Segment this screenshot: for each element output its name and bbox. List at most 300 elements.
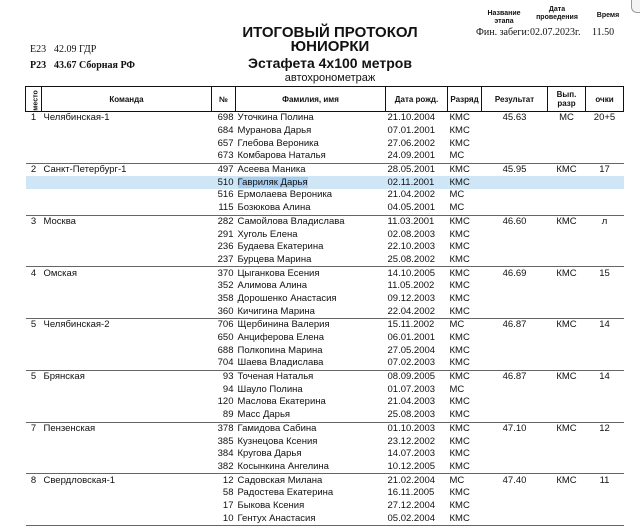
athlete-name: Масс Дарья bbox=[237, 409, 291, 421]
points-cell bbox=[586, 409, 624, 422]
achieved-rank-cell bbox=[548, 448, 586, 461]
points-cell bbox=[586, 202, 624, 215]
team-cell bbox=[42, 461, 212, 474]
place-cell: 2 bbox=[30, 164, 37, 176]
place-cell: 4 bbox=[30, 267, 37, 279]
table-row bbox=[26, 189, 624, 202]
birthdate-cell: 11.03.2001 bbox=[387, 215, 435, 227]
result-cell bbox=[482, 254, 548, 267]
result-cell bbox=[482, 435, 548, 448]
achieved-rank-cell bbox=[548, 487, 586, 500]
team-cell bbox=[42, 293, 212, 306]
team-cell bbox=[42, 280, 212, 293]
birthdate-cell: 02.11.2001 bbox=[386, 176, 448, 189]
table-row bbox=[26, 125, 624, 138]
result-cell: 46.60 bbox=[502, 215, 527, 227]
points-cell: 12 bbox=[599, 422, 610, 434]
athlete-name: Будаева Екатерина bbox=[237, 241, 324, 253]
points-cell: л bbox=[601, 215, 608, 227]
athlete-name-cell bbox=[236, 176, 386, 189]
athlete-name: Ермолаева Вероника bbox=[237, 189, 333, 201]
athlete-name-cell bbox=[236, 370, 386, 383]
rank-cell: МС bbox=[449, 319, 465, 331]
result-cell bbox=[482, 383, 548, 396]
bib-cell: 291 bbox=[217, 228, 234, 240]
birthdate-cell: 23.12.2002 bbox=[387, 435, 436, 447]
athlete-name: Алимова Алина bbox=[237, 280, 308, 292]
place-cell bbox=[26, 241, 42, 254]
table-row bbox=[26, 202, 624, 215]
team-cell bbox=[42, 448, 212, 461]
birthdate-cell: 25.08.2002 bbox=[386, 254, 448, 267]
place-cell: 3 bbox=[30, 215, 37, 227]
team-cell bbox=[42, 137, 212, 150]
athlete-name: Быкова Ксения bbox=[237, 499, 305, 511]
athlete-name: Бозюкова Алина bbox=[237, 202, 311, 214]
athlete-name: Дорошенко Анастасия bbox=[237, 292, 337, 304]
rank-cell: КМС bbox=[449, 112, 470, 124]
bib-cell: 282 bbox=[217, 215, 234, 227]
place-cell bbox=[26, 344, 42, 357]
bib-cell: 704 bbox=[212, 357, 236, 370]
team-cell bbox=[42, 202, 212, 215]
time-label: Время bbox=[596, 12, 620, 19]
athlete-name: Муранова Дарья bbox=[237, 125, 312, 137]
place-cell bbox=[26, 228, 42, 241]
rank-cell: КМС bbox=[449, 164, 470, 176]
birthdate-cell: 21.02.2004 bbox=[387, 474, 436, 486]
result-cell: 46.87 bbox=[502, 319, 527, 331]
athlete-name-cell bbox=[236, 150, 386, 163]
points-cell bbox=[586, 512, 624, 525]
birthdate-cell: 21.04.2003 bbox=[387, 396, 436, 408]
rank-cell: МС bbox=[449, 474, 465, 486]
place-cell bbox=[26, 357, 42, 370]
points-cell: 17 bbox=[599, 164, 610, 176]
window-edge-tab bbox=[631, 0, 640, 13]
birthdate-cell: 21.10.2004 bbox=[387, 112, 436, 124]
bib-cell: 58 bbox=[222, 487, 234, 499]
place-cell bbox=[26, 150, 42, 163]
birthdate-cell: 01.10.2003 bbox=[387, 422, 436, 434]
bib-cell: 698 bbox=[217, 112, 234, 124]
athlete-name: Маслова Екатерина bbox=[237, 396, 326, 408]
result-cell bbox=[482, 176, 548, 189]
result-cell bbox=[482, 125, 548, 138]
team-cell bbox=[42, 241, 212, 254]
table-row bbox=[26, 267, 624, 280]
result-cell bbox=[482, 409, 548, 422]
result-cell bbox=[482, 305, 548, 318]
place-cell bbox=[26, 254, 42, 267]
athlete-name: Гамидова Сабина bbox=[237, 422, 317, 434]
rank-cell: КМС bbox=[449, 267, 470, 279]
team-cell bbox=[42, 435, 212, 448]
points-cell bbox=[586, 293, 624, 306]
achieved-rank-cell bbox=[548, 305, 586, 318]
athlete-name: Бурцева Марина bbox=[237, 253, 312, 265]
points-cell bbox=[586, 383, 624, 396]
result-cell bbox=[482, 202, 548, 215]
points-cell bbox=[586, 357, 624, 370]
team-cell bbox=[42, 344, 212, 357]
achieved-rank-cell bbox=[548, 228, 586, 241]
team-cell bbox=[42, 357, 212, 370]
birthdate-cell: 14.10.2005 bbox=[387, 267, 436, 279]
athlete-name-cell bbox=[236, 383, 386, 396]
place-cell: 8 bbox=[30, 474, 37, 486]
rank-cell: КМС bbox=[449, 344, 470, 356]
protocol-title: ИТОГОВЫЙ ПРОТОКОЛ bbox=[242, 24, 418, 41]
athlete-name-cell bbox=[236, 319, 386, 332]
rank-cell: КМС bbox=[449, 448, 470, 460]
result-cell bbox=[482, 461, 548, 474]
birthdate-cell: 22.04.2002 bbox=[386, 305, 448, 318]
bib-cell: 237 bbox=[212, 254, 236, 267]
team-cell bbox=[42, 383, 212, 396]
place-cell bbox=[26, 383, 42, 396]
athlete-name: Шаулo Полина bbox=[237, 383, 303, 395]
team-cell bbox=[42, 487, 212, 500]
points-cell bbox=[586, 228, 624, 241]
place-cell bbox=[26, 461, 42, 474]
rank-cell: КМС bbox=[448, 254, 482, 267]
place-cell: 5 bbox=[30, 319, 37, 331]
table-row bbox=[26, 396, 624, 409]
place-cell bbox=[26, 448, 42, 461]
team-cell bbox=[42, 512, 212, 525]
athlete-name-cell bbox=[236, 461, 386, 474]
rank-cell: КМС bbox=[448, 461, 482, 474]
team-cell bbox=[42, 500, 212, 513]
record-p23-value: 43.67 Сборная РФ bbox=[54, 60, 135, 71]
points-cell bbox=[586, 189, 624, 202]
table-row bbox=[26, 409, 624, 422]
achieved-rank-cell bbox=[548, 461, 586, 474]
rank-cell: КМС bbox=[449, 215, 470, 227]
points-cell bbox=[586, 332, 624, 345]
place-cell: 5 bbox=[30, 371, 37, 383]
athlete-name-cell bbox=[236, 435, 386, 448]
stage-label: Название этапа bbox=[487, 10, 521, 25]
achieved-rank-cell bbox=[548, 293, 586, 306]
birthdate-cell: 15.11.2002 bbox=[387, 319, 435, 331]
category-title: ЮНИОРКИ bbox=[290, 38, 370, 55]
team-cell bbox=[42, 254, 212, 267]
athlete-name-cell bbox=[236, 215, 386, 228]
athlete-name-cell bbox=[236, 112, 386, 125]
rank-cell: КМС bbox=[449, 371, 470, 383]
birthdate-cell: 02.08.2003 bbox=[387, 228, 436, 240]
athlete-name-cell bbox=[236, 293, 386, 306]
bib-cell: 384 bbox=[217, 448, 234, 460]
team-cell bbox=[42, 189, 212, 202]
event-title: Эстафета 4x100 метров bbox=[248, 55, 412, 71]
table-row bbox=[26, 112, 624, 125]
rank-cell: КМС bbox=[449, 228, 470, 240]
athlete-name: Асеева Маника bbox=[237, 164, 306, 176]
result-cell: 45.63 bbox=[502, 112, 527, 124]
rank-cell: МС bbox=[449, 383, 465, 395]
col-place: место bbox=[26, 87, 42, 112]
result-cell bbox=[482, 189, 548, 202]
birthdate-cell: 11.05.2002 bbox=[387, 280, 435, 292]
rank-cell: КМС bbox=[449, 435, 470, 447]
rank-cell: КМС bbox=[449, 280, 470, 292]
birthdate-cell: 04.05.2001 bbox=[386, 202, 448, 215]
rank-cell: МС bbox=[448, 202, 482, 215]
bib-cell: 497 bbox=[217, 164, 234, 176]
points-cell bbox=[586, 305, 624, 318]
team-cell bbox=[42, 150, 212, 163]
rank-cell: КМС bbox=[448, 305, 482, 318]
result-cell: 47.10 bbox=[502, 422, 527, 434]
results-table bbox=[25, 86, 624, 526]
rank-cell: КМС bbox=[449, 292, 470, 304]
rank-cell: КМС bbox=[449, 125, 470, 137]
birthdate-cell: 16.11.2005 bbox=[387, 487, 435, 499]
points-cell bbox=[586, 150, 624, 163]
table-row bbox=[26, 163, 624, 176]
record-e23-code: Е23 bbox=[30, 44, 47, 55]
table-row bbox=[26, 137, 624, 150]
bib-cell: 706 bbox=[217, 319, 234, 331]
points-cell bbox=[586, 280, 624, 293]
athlete-name: Уточкина Полина bbox=[237, 112, 314, 124]
athlete-name-cell bbox=[236, 125, 386, 138]
place-cell bbox=[26, 500, 42, 513]
table-header-row bbox=[26, 87, 624, 112]
athlete-name: Кичигина Марина bbox=[237, 305, 315, 317]
result-cell bbox=[482, 344, 548, 357]
birthdate-cell: 06.01.2001 bbox=[387, 332, 436, 344]
table-row bbox=[26, 512, 624, 525]
team-cell: Брянская bbox=[43, 371, 85, 383]
athlete-name-cell bbox=[236, 305, 386, 318]
points-cell: 11 bbox=[599, 474, 610, 486]
result-cell bbox=[482, 396, 548, 409]
team-cell: Челябинская-1 bbox=[43, 112, 110, 124]
place-cell bbox=[26, 189, 42, 202]
table-row bbox=[26, 176, 624, 189]
birthdate-cell: 22.10.2003 bbox=[387, 241, 436, 253]
points-cell bbox=[586, 176, 624, 189]
bib-cell: 17 bbox=[222, 499, 234, 511]
points-cell bbox=[586, 344, 624, 357]
place-cell bbox=[26, 176, 42, 189]
place-cell bbox=[26, 125, 42, 138]
team-cell bbox=[42, 176, 212, 189]
birthdate-cell: 05.02.2004 bbox=[386, 512, 448, 525]
place-cell bbox=[26, 280, 42, 293]
points-cell: 14 bbox=[599, 319, 610, 331]
result-cell bbox=[482, 241, 548, 254]
rank-cell: КМС bbox=[449, 137, 470, 149]
birthdate-cell: 08.09.2005 bbox=[387, 371, 436, 383]
col-birthdate: Дата рожд. bbox=[386, 87, 448, 112]
bib-cell: 236 bbox=[217, 241, 234, 253]
bib-cell: 650 bbox=[217, 332, 234, 344]
achieved-rank-cell bbox=[548, 396, 586, 409]
place-cell bbox=[26, 293, 42, 306]
team-cell bbox=[42, 396, 212, 409]
points-cell bbox=[586, 448, 624, 461]
rank-cell: КМС bbox=[449, 487, 470, 499]
athlete-name-cell bbox=[236, 163, 386, 176]
athlete-name: Точеная Наталья bbox=[237, 371, 314, 383]
achieved-rank-cell: КМС bbox=[556, 164, 577, 176]
athlete-name-cell bbox=[236, 396, 386, 409]
table-row bbox=[26, 461, 624, 474]
rank-cell: КМС bbox=[449, 499, 470, 511]
result-cell: 45.95 bbox=[502, 164, 527, 176]
bib-cell: 382 bbox=[212, 461, 236, 474]
athlete-name: Анциферова Елена bbox=[237, 332, 325, 344]
place-cell bbox=[26, 396, 42, 409]
athlete-name-cell bbox=[236, 448, 386, 461]
athlete-name: Хуголь Елена bbox=[237, 228, 298, 240]
rank-cell: КМС bbox=[449, 241, 470, 253]
place-cell bbox=[26, 332, 42, 345]
record-e23-value: 42.09 ГДР bbox=[54, 44, 97, 55]
team-cell bbox=[42, 305, 212, 318]
athlete-name: Комбарова Наталья bbox=[237, 150, 326, 162]
result-cell bbox=[482, 280, 548, 293]
points-cell bbox=[586, 461, 624, 474]
col-rank: Разряд bbox=[448, 87, 482, 112]
points-cell bbox=[586, 500, 624, 513]
result-cell bbox=[482, 487, 548, 500]
team-cell: Москва bbox=[43, 215, 76, 227]
result-cell bbox=[482, 293, 548, 306]
bib-cell: 688 bbox=[217, 344, 234, 356]
bib-cell: 360 bbox=[212, 305, 236, 318]
achieved-rank-cell: КМС bbox=[556, 422, 577, 434]
athlete-name-cell bbox=[236, 422, 386, 435]
table-row bbox=[26, 487, 624, 500]
achieved-rank-cell bbox=[548, 383, 586, 396]
athlete-name: Радостева Екатерина bbox=[237, 487, 334, 499]
place-cell bbox=[26, 409, 42, 422]
bib-cell: 94 bbox=[222, 383, 234, 395]
bib-cell: 673 bbox=[212, 150, 236, 163]
col-number: № bbox=[212, 87, 236, 112]
athlete-name-cell bbox=[236, 137, 386, 150]
achieved-rank-cell bbox=[548, 254, 586, 267]
col-achieved-rank: Вып. разр bbox=[548, 87, 586, 112]
achieved-rank-cell: КМС bbox=[556, 474, 577, 486]
achieved-rank-cell: МС bbox=[559, 112, 574, 124]
rank-cell: МС bbox=[449, 189, 465, 201]
points-cell bbox=[586, 254, 624, 267]
place-cell bbox=[26, 435, 42, 448]
athlete-name-cell bbox=[236, 241, 386, 254]
date-label: Дата проведения bbox=[536, 6, 578, 21]
athlete-name-cell bbox=[236, 332, 386, 345]
table-row bbox=[26, 228, 624, 241]
rank-cell: КМС bbox=[448, 357, 482, 370]
date-value: 02.07.2023г. bbox=[530, 27, 581, 38]
place-cell bbox=[26, 137, 42, 150]
result-cell bbox=[482, 357, 548, 370]
rank-cell: КМС bbox=[449, 396, 470, 408]
athlete-name-cell bbox=[236, 254, 386, 267]
birthdate-cell: 27.12.2004 bbox=[387, 499, 436, 511]
points-cell bbox=[586, 125, 624, 138]
table-row bbox=[26, 448, 624, 461]
athlete-name: Гавриляк Дарья bbox=[237, 176, 308, 188]
athlete-name: Кругова Дарья bbox=[237, 448, 302, 460]
rank-cell: КМС bbox=[448, 176, 482, 189]
stage-value: Фин. забеги: bbox=[476, 27, 530, 38]
col-points: очки bbox=[586, 87, 624, 112]
table-row bbox=[26, 241, 624, 254]
achieved-rank-cell: КМС bbox=[556, 215, 577, 227]
athlete-name: Щербинина Валерия bbox=[237, 319, 330, 331]
athlete-name-cell bbox=[236, 228, 386, 241]
team-cell: Свердловская-1 bbox=[43, 474, 116, 486]
result-cell: 46.69 bbox=[502, 267, 527, 279]
rank-cell: МС bbox=[448, 150, 482, 163]
bib-cell: 516 bbox=[217, 189, 234, 201]
birthdate-cell: 24.09.2001 bbox=[386, 150, 448, 163]
bib-cell: 352 bbox=[217, 280, 234, 292]
achieved-rank-cell: КМС bbox=[556, 371, 577, 383]
points-cell bbox=[586, 487, 624, 500]
athlete-name-cell bbox=[236, 487, 386, 500]
team-cell: Пензенская bbox=[43, 422, 96, 434]
rank-cell: КМС bbox=[448, 409, 482, 422]
table-row bbox=[26, 150, 624, 163]
achieved-rank-cell bbox=[548, 189, 586, 202]
table-row bbox=[26, 370, 624, 383]
table-row bbox=[26, 332, 624, 345]
achieved-rank-cell bbox=[548, 409, 586, 422]
athlete-name-cell bbox=[236, 512, 386, 525]
athlete-name: Шаева Владислава bbox=[237, 357, 324, 369]
team-cell bbox=[42, 125, 212, 138]
table-row bbox=[26, 215, 624, 228]
athlete-name: Самойлова Владислава bbox=[237, 215, 345, 227]
table-row bbox=[26, 254, 624, 267]
result-cell bbox=[482, 448, 548, 461]
athlete-name-cell bbox=[236, 409, 386, 422]
bib-cell: 510 bbox=[212, 176, 236, 189]
athlete-name-cell bbox=[236, 280, 386, 293]
athlete-name: Кузнецова Ксения bbox=[237, 435, 318, 447]
birthdate-cell: 27.05.2004 bbox=[387, 344, 436, 356]
athlete-name-cell bbox=[236, 344, 386, 357]
bib-cell: 385 bbox=[217, 435, 234, 447]
table-row bbox=[26, 383, 624, 396]
bib-cell: 358 bbox=[217, 292, 234, 304]
achieved-rank-cell bbox=[548, 202, 586, 215]
result-cell bbox=[482, 137, 548, 150]
athlete-name: Косынкина Ангелина bbox=[237, 460, 329, 472]
birthdate-cell: 21.04.2002 bbox=[387, 189, 436, 201]
birthdate-cell: 27.06.2002 bbox=[387, 137, 436, 149]
table-row bbox=[26, 344, 624, 357]
points-cell: 15 bbox=[599, 267, 610, 279]
place-cell: 7 bbox=[30, 422, 37, 434]
team-cell: Челябинская-2 bbox=[43, 319, 110, 331]
athlete-name-cell bbox=[236, 267, 386, 280]
achieved-rank-cell bbox=[548, 344, 586, 357]
athlete-name: Садовская Милана bbox=[237, 474, 323, 486]
place-cell bbox=[26, 202, 42, 215]
athlete-name: Полкопина Марина bbox=[237, 344, 323, 356]
bib-cell: 684 bbox=[217, 125, 234, 137]
